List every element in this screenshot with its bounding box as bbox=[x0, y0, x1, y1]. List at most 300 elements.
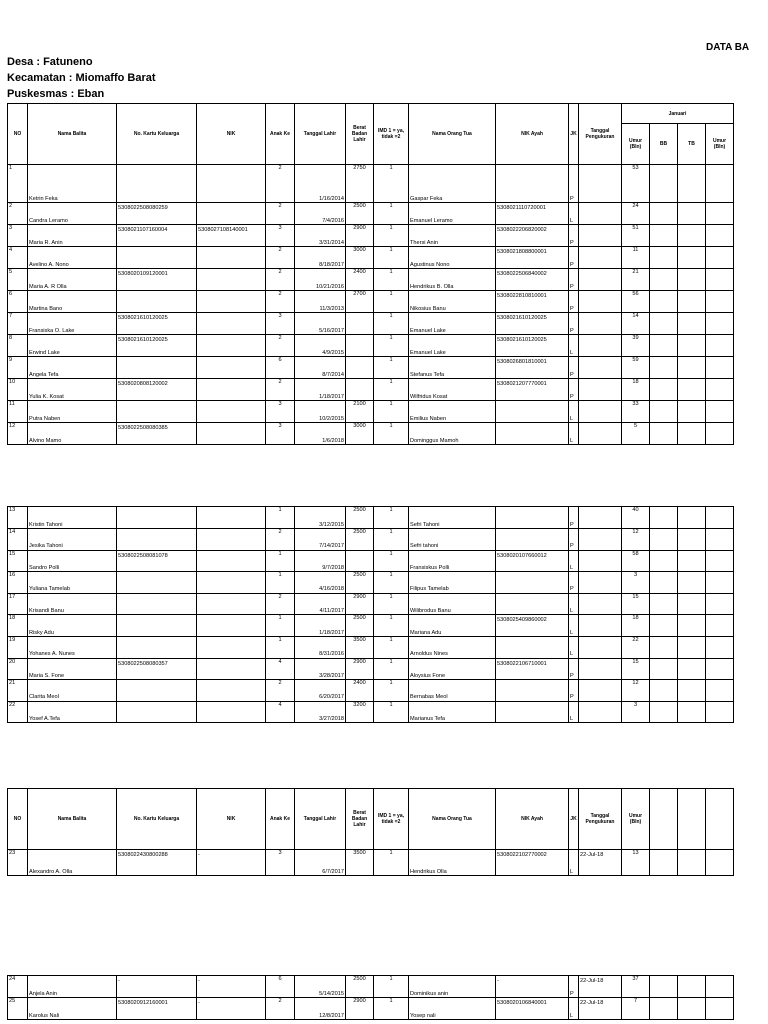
col-tgl-ukur: Tanggal Pengukuran bbox=[579, 104, 622, 165]
cell-row-no: 14 bbox=[8, 529, 28, 551]
cell-imd: 1 bbox=[374, 401, 409, 423]
cell-empty bbox=[650, 658, 678, 680]
cell-empty bbox=[650, 423, 678, 445]
table-row bbox=[8, 507, 734, 529]
cell-empty bbox=[678, 529, 706, 551]
cell-imd: 1 bbox=[374, 998, 409, 1020]
col-nama-balita: Nama Balita bbox=[28, 789, 117, 850]
cell-imd: 1 bbox=[374, 507, 409, 529]
cell-empty bbox=[650, 313, 678, 335]
cell-imd: 1 bbox=[374, 313, 409, 335]
table-row bbox=[8, 593, 734, 615]
cell-anak-ke: 2 bbox=[266, 291, 295, 313]
cell-tanggal-lahir: 1/18/2017 bbox=[295, 615, 346, 637]
cell-berat-badan: 3000 bbox=[346, 423, 374, 445]
cell-anak-ke: 2 bbox=[266, 165, 295, 203]
cell-empty bbox=[706, 550, 734, 572]
cell-jk: L bbox=[569, 850, 579, 876]
cell-empty bbox=[650, 998, 678, 1020]
cell-empty bbox=[706, 680, 734, 702]
cell-tanggal-lahir: 11/3/2013 bbox=[295, 291, 346, 313]
cell-berat-badan: 2500 bbox=[346, 976, 374, 998]
cell-nama-balita: Yohanes A. Nunes bbox=[28, 636, 117, 658]
cell-tanggal-pengukuran bbox=[579, 379, 622, 401]
cell-nama-ortu: Dominggus Mamoh bbox=[409, 423, 496, 445]
balita-table-4 bbox=[7, 975, 734, 1020]
col-tanggal-lahir: Tanggal Lahir bbox=[295, 104, 346, 165]
cell-nama-balita: Ketrin Feka bbox=[28, 165, 117, 203]
cell-nama-balita: Maria R. Anin bbox=[28, 225, 117, 247]
cell-empty bbox=[706, 529, 734, 551]
cell-tanggal-lahir: 3/28/2017 bbox=[295, 658, 346, 680]
cell-empty bbox=[650, 529, 678, 551]
cell-tanggal-pengukuran bbox=[579, 636, 622, 658]
cell-umur: 39 bbox=[622, 335, 650, 357]
cell-nik bbox=[197, 203, 266, 225]
cell-imd: 1 bbox=[374, 357, 409, 379]
kecamatan-label: Kecamatan : Miomaffo Barat bbox=[7, 72, 156, 84]
cell-empty bbox=[706, 313, 734, 335]
table-row bbox=[8, 379, 734, 401]
cell-no-kk bbox=[117, 680, 197, 702]
cell-nik bbox=[197, 269, 266, 291]
cell-tanggal-pengukuran bbox=[579, 291, 622, 313]
cell-anak-ke: 2 bbox=[266, 593, 295, 615]
cell-tanggal-pengukuran: 22-Jul-18 bbox=[579, 998, 622, 1020]
table-row bbox=[8, 357, 734, 379]
cell-anak-ke: 2 bbox=[266, 269, 295, 291]
cell-umur: 7 bbox=[622, 998, 650, 1020]
cell-nik bbox=[197, 636, 266, 658]
cell-berat-badan bbox=[346, 335, 374, 357]
cell-nik: - bbox=[197, 976, 266, 998]
cell-jk: P bbox=[569, 225, 579, 247]
cell-tanggal-pengukuran bbox=[579, 269, 622, 291]
cell-jk: P bbox=[569, 313, 579, 335]
cell-no-kk bbox=[117, 165, 197, 203]
cell-berat-badan: 2700 bbox=[346, 291, 374, 313]
table-row bbox=[8, 701, 734, 723]
cell-jk: P bbox=[569, 529, 579, 551]
cell-tanggal-lahir: 4/16/2018 bbox=[295, 572, 346, 594]
cell-empty bbox=[678, 357, 706, 379]
cell-empty bbox=[678, 550, 706, 572]
cell-nik bbox=[197, 379, 266, 401]
cell-empty bbox=[678, 335, 706, 357]
puskesmas-label: Puskesmas : Eban bbox=[7, 88, 105, 100]
cell-empty bbox=[678, 636, 706, 658]
cell-nama-ortu: Nikosius Banu bbox=[409, 291, 496, 313]
cell-umur: 15 bbox=[622, 658, 650, 680]
cell-berat-badan: 3500 bbox=[346, 850, 374, 876]
cell-nik bbox=[197, 357, 266, 379]
cell-nik bbox=[197, 701, 266, 723]
cell-nama-ortu: Wilibrodus Banu bbox=[409, 593, 496, 615]
cell-nama-balita: Kristin Tahoni bbox=[28, 507, 117, 529]
cell-nik-ayah: 5308022102770002 bbox=[496, 850, 569, 876]
cell-umur: 53 bbox=[622, 165, 650, 203]
cell-tanggal-lahir: 6/20/2017 bbox=[295, 680, 346, 702]
cell-nik bbox=[197, 335, 266, 357]
cell-empty bbox=[706, 615, 734, 637]
cell-nik-ayah: 5308022106710001 bbox=[496, 658, 569, 680]
cell-no-kk: 5308021610120025 bbox=[117, 335, 197, 357]
cell-imd: 1 bbox=[374, 203, 409, 225]
cell-empty bbox=[650, 507, 678, 529]
cell-no-kk: 5308020808120002 bbox=[117, 379, 197, 401]
cell-empty bbox=[650, 572, 678, 594]
cell-umur: 24 bbox=[622, 203, 650, 225]
col-berat-badan: Berat Badan Lahir bbox=[346, 789, 374, 850]
cell-nik-ayah: 5308022810810001 bbox=[496, 291, 569, 313]
cell-nama-balita: Alexandro A. Olla bbox=[28, 850, 117, 876]
cell-nama-balita: Alvino Mamo bbox=[28, 423, 117, 445]
cell-no-kk: 5308022508080259 bbox=[117, 203, 197, 225]
cell-row-no: 13 bbox=[8, 507, 28, 529]
cell-imd: 1 bbox=[374, 636, 409, 658]
cell-row-no: 9 bbox=[8, 357, 28, 379]
cell-empty bbox=[678, 247, 706, 269]
cell-tanggal-lahir: 8/7/2014 bbox=[295, 357, 346, 379]
cell-empty bbox=[706, 658, 734, 680]
table-row bbox=[8, 165, 734, 203]
cell-tanggal-pengukuran bbox=[579, 247, 622, 269]
cell-nik-ayah bbox=[496, 572, 569, 594]
cell-tanggal-lahir: 12/8/2017 bbox=[295, 998, 346, 1020]
cell-empty bbox=[706, 335, 734, 357]
cell-nama-balita: Yulia K. Kosat bbox=[28, 379, 117, 401]
cell-nama-balita: Yosef A.Tefa bbox=[28, 701, 117, 723]
cell-nama-balita: Risky Adu bbox=[28, 615, 117, 637]
cell-nik-ayah: 5308021808800001 bbox=[496, 247, 569, 269]
cell-anak-ke: 4 bbox=[266, 701, 295, 723]
cell-jk: L bbox=[569, 423, 579, 445]
cell-nama-ortu: Stefanus Tefa bbox=[409, 357, 496, 379]
cell-berat-badan: 2900 bbox=[346, 225, 374, 247]
table-row bbox=[8, 291, 734, 313]
cell-anak-ke: 4 bbox=[266, 658, 295, 680]
cell-tanggal-pengukuran bbox=[579, 203, 622, 225]
cell-berat-badan: 2500 bbox=[346, 572, 374, 594]
cell-no-kk bbox=[117, 529, 197, 551]
cell-berat-badan: 2900 bbox=[346, 998, 374, 1020]
cell-tanggal-lahir: 10/2/2015 bbox=[295, 401, 346, 423]
cell-anak-ke: 3 bbox=[266, 313, 295, 335]
cell-tanggal-lahir: 6/7/2017 bbox=[295, 850, 346, 876]
cell-empty bbox=[678, 423, 706, 445]
cell-nama-balita: Erwind Lake bbox=[28, 335, 117, 357]
cell-no-kk: 5308021107160004 bbox=[117, 225, 197, 247]
cell-nama-ortu: Bernabas Meol bbox=[409, 680, 496, 702]
cell-umur: 22 bbox=[622, 636, 650, 658]
col-jk: JK bbox=[569, 104, 579, 165]
cell-empty bbox=[650, 379, 678, 401]
cell-jk: L bbox=[569, 701, 579, 723]
cell-empty bbox=[650, 269, 678, 291]
cell-tanggal-pengukuran bbox=[579, 423, 622, 445]
cell-berat-badan: 3000 bbox=[346, 247, 374, 269]
cell-nik-ayah bbox=[496, 636, 569, 658]
cell-tanggal-pengukuran bbox=[579, 593, 622, 615]
cell-tanggal-pengukuran bbox=[579, 507, 622, 529]
cell-nama-balita: Anjela Anin bbox=[28, 976, 117, 998]
cell-nik: - bbox=[197, 850, 266, 876]
cell-no-kk: 5308022508080385 bbox=[117, 423, 197, 445]
cell-empty bbox=[678, 269, 706, 291]
cell-no-kk: 5308020109120001 bbox=[117, 269, 197, 291]
cell-nama-ortu: Arnoldus Nines bbox=[409, 636, 496, 658]
cell-nama-balita: Sandro Polli bbox=[28, 550, 117, 572]
col-nik-ayah: NIK Ayah bbox=[496, 104, 569, 165]
cell-umur: 59 bbox=[622, 357, 650, 379]
cell-umur: 21 bbox=[622, 269, 650, 291]
cell-anak-ke: 2 bbox=[266, 379, 295, 401]
cell-row-no: 8 bbox=[8, 335, 28, 357]
col-nama-ortu: Nama Orang Tua bbox=[409, 789, 496, 850]
cell-jk: P bbox=[569, 507, 579, 529]
cell-umur: 18 bbox=[622, 615, 650, 637]
cell-nama-balita: Maria A. R Olla bbox=[28, 269, 117, 291]
cell-jk: P bbox=[569, 572, 579, 594]
table-row bbox=[8, 423, 734, 445]
col-empty-3 bbox=[706, 789, 734, 850]
col-umur: Umur (Bln) bbox=[622, 124, 650, 165]
cell-nama-balita: Jesika Tahoni bbox=[28, 529, 117, 551]
cell-row-no: 22 bbox=[8, 701, 28, 723]
cell-empty bbox=[678, 507, 706, 529]
cell-tanggal-lahir: 10/21/2016 bbox=[295, 269, 346, 291]
cell-empty bbox=[650, 850, 678, 876]
cell-empty bbox=[678, 313, 706, 335]
cell-berat-badan: 2500 bbox=[346, 203, 374, 225]
cell-jk: L bbox=[569, 550, 579, 572]
cell-imd: 1 bbox=[374, 269, 409, 291]
table-row bbox=[8, 313, 734, 335]
cell-empty bbox=[650, 401, 678, 423]
cell-imd: 1 bbox=[374, 529, 409, 551]
cell-no-kk: 5308022508081078 bbox=[117, 550, 197, 572]
cell-empty bbox=[678, 203, 706, 225]
cell-row-no: 17 bbox=[8, 593, 28, 615]
col-anak-ke: Anak Ke bbox=[266, 104, 295, 165]
cell-no-kk: 5308021610120025 bbox=[117, 313, 197, 335]
cell-jk: L bbox=[569, 636, 579, 658]
cell-empty bbox=[706, 507, 734, 529]
cell-umur: 40 bbox=[622, 507, 650, 529]
cell-nik-ayah bbox=[496, 680, 569, 702]
cell-empty bbox=[678, 976, 706, 998]
cell-anak-ke: 1 bbox=[266, 636, 295, 658]
cell-nama-ortu: Emanuel Lake bbox=[409, 335, 496, 357]
cell-umur: 12 bbox=[622, 529, 650, 551]
col-tanggal-lahir: Tanggal Lahir bbox=[295, 789, 346, 850]
cell-jk: P bbox=[569, 357, 579, 379]
cell-nama-ortu: Aloysius Fone bbox=[409, 658, 496, 680]
cell-berat-badan: 3500 bbox=[346, 636, 374, 658]
col-anak-ke: Anak Ke bbox=[266, 789, 295, 850]
col-nik: NIK bbox=[197, 104, 266, 165]
col-nik-ayah: NIK Ayah bbox=[496, 789, 569, 850]
col-bb: BB bbox=[650, 124, 678, 165]
cell-nik-ayah bbox=[496, 701, 569, 723]
cell-nama-ortu: Hendrikus Olla bbox=[409, 850, 496, 876]
cell-row-no: 21 bbox=[8, 680, 28, 702]
cell-nik-ayah: 5308022506840002 bbox=[496, 269, 569, 291]
cell-empty bbox=[678, 615, 706, 637]
desa-label: Desa : Fatuneno bbox=[7, 56, 93, 68]
cell-empty bbox=[678, 850, 706, 876]
cell-no-kk bbox=[117, 572, 197, 594]
cell-tanggal-lahir: 4/9/2015 bbox=[295, 335, 346, 357]
cell-empty bbox=[650, 615, 678, 637]
table-row bbox=[8, 247, 734, 269]
cell-nik bbox=[197, 529, 266, 551]
cell-no-kk bbox=[117, 593, 197, 615]
col-empty-1 bbox=[650, 789, 678, 850]
cell-tanggal-lahir: 1/16/2014 bbox=[295, 165, 346, 203]
balita-table-1 bbox=[7, 103, 734, 445]
cell-empty bbox=[650, 203, 678, 225]
cell-nik bbox=[197, 313, 266, 335]
cell-nik bbox=[197, 401, 266, 423]
cell-jk: L bbox=[569, 998, 579, 1020]
col-imd: IMD 1 = ya, tidak =2 bbox=[374, 789, 409, 850]
table-row bbox=[8, 615, 734, 637]
cell-nama-balita: Krisandi Banu bbox=[28, 593, 117, 615]
balita-table-2 bbox=[7, 506, 734, 723]
cell-tanggal-lahir: 4/11/2017 bbox=[295, 593, 346, 615]
cell-nik bbox=[197, 247, 266, 269]
cell-tanggal-pengukuran bbox=[579, 701, 622, 723]
cell-nik-ayah: 5308020106840001 bbox=[496, 998, 569, 1020]
cell-nama-ortu: Marianus Tefa bbox=[409, 701, 496, 723]
cell-empty bbox=[678, 701, 706, 723]
cell-nik-ayah bbox=[496, 593, 569, 615]
cell-nik-ayah: - bbox=[496, 976, 569, 998]
cell-empty bbox=[650, 225, 678, 247]
cell-empty bbox=[650, 593, 678, 615]
cell-empty bbox=[706, 850, 734, 876]
cell-tanggal-lahir: 8/31/2016 bbox=[295, 636, 346, 658]
cell-berat-badan: 2500 bbox=[346, 529, 374, 551]
cell-umur: 3 bbox=[622, 572, 650, 594]
cell-jk: P bbox=[569, 379, 579, 401]
balita-table-3 bbox=[7, 788, 734, 876]
cell-no-kk: 5308022430800288 bbox=[117, 850, 197, 876]
col-umur: Umur (Bln) bbox=[622, 789, 650, 850]
cell-nik-ayah bbox=[496, 423, 569, 445]
cell-anak-ke: 2 bbox=[266, 998, 295, 1020]
cell-tanggal-pengukuran bbox=[579, 680, 622, 702]
cell-tanggal-pengukuran: 22-Jul-18 bbox=[579, 850, 622, 876]
cell-jk: P bbox=[569, 976, 579, 998]
cell-nama-ortu: Sefri Tahoni bbox=[409, 507, 496, 529]
cell-row-no: 12 bbox=[8, 423, 28, 445]
table-row bbox=[8, 658, 734, 680]
cell-empty bbox=[706, 593, 734, 615]
cell-no-kk: 5308022508080357 bbox=[117, 658, 197, 680]
col-empty-2 bbox=[678, 789, 706, 850]
cell-empty bbox=[650, 636, 678, 658]
cell-berat-badan: 2900 bbox=[346, 593, 374, 615]
cell-nik-ayah: 5308026801810001 bbox=[496, 357, 569, 379]
cell-empty bbox=[706, 247, 734, 269]
cell-nama-ortu: Emanuel Lake bbox=[409, 313, 496, 335]
table-row bbox=[8, 529, 734, 551]
cell-jk: L bbox=[569, 335, 579, 357]
cell-nik-ayah: 5308021207770001 bbox=[496, 379, 569, 401]
cell-empty bbox=[706, 423, 734, 445]
cell-nik bbox=[197, 507, 266, 529]
cell-imd: 1 bbox=[374, 976, 409, 998]
cell-empty bbox=[706, 165, 734, 203]
cell-jk: P bbox=[569, 291, 579, 313]
cell-nama-ortu: Agustinus Nono bbox=[409, 247, 496, 269]
cell-empty bbox=[706, 572, 734, 594]
cell-no-kk bbox=[117, 401, 197, 423]
cell-nik-ayah: 5308020107660012 bbox=[496, 550, 569, 572]
cell-imd: 1 bbox=[374, 658, 409, 680]
cell-jk: L bbox=[569, 203, 579, 225]
cell-berat-badan: 3200 bbox=[346, 701, 374, 723]
cell-jk: P bbox=[569, 658, 579, 680]
cell-nik-ayah: 5308021610120025 bbox=[496, 335, 569, 357]
cell-tanggal-pengukuran bbox=[579, 550, 622, 572]
cell-nik bbox=[197, 550, 266, 572]
cell-anak-ke: 6 bbox=[266, 357, 295, 379]
cell-row-no: 18 bbox=[8, 615, 28, 637]
cell-umur: 33 bbox=[622, 401, 650, 423]
cell-nama-balita: Candra Leramo bbox=[28, 203, 117, 225]
cell-empty bbox=[706, 291, 734, 313]
cell-row-no: 3 bbox=[8, 225, 28, 247]
cell-no-kk bbox=[117, 247, 197, 269]
cell-empty bbox=[650, 550, 678, 572]
col-jk: JK bbox=[569, 789, 579, 850]
cell-nama-ortu: Hendrikus B. Olla bbox=[409, 269, 496, 291]
cell-nama-ortu: Yosep nali bbox=[409, 998, 496, 1020]
cell-umur: 37 bbox=[622, 976, 650, 998]
cell-tanggal-pengukuran bbox=[579, 335, 622, 357]
cell-tanggal-lahir: 1/6/2018 bbox=[295, 423, 346, 445]
cell-berat-badan: 2100 bbox=[346, 401, 374, 423]
cell-anak-ke: 3 bbox=[266, 423, 295, 445]
cell-tanggal-lahir: 8/18/2017 bbox=[295, 247, 346, 269]
col-tgl-ukur: Tanggal Pengukuran bbox=[579, 789, 622, 850]
cell-no-kk bbox=[117, 291, 197, 313]
cell-nik bbox=[197, 572, 266, 594]
cell-empty bbox=[706, 357, 734, 379]
cell-empty bbox=[678, 680, 706, 702]
cell-anak-ke: 2 bbox=[266, 203, 295, 225]
cell-imd: 1 bbox=[374, 423, 409, 445]
cell-empty bbox=[678, 593, 706, 615]
cell-umur: 18 bbox=[622, 379, 650, 401]
cell-nik-ayah: 5308021610120025 bbox=[496, 313, 569, 335]
cell-empty bbox=[678, 401, 706, 423]
cell-no-kk bbox=[117, 357, 197, 379]
cell-row-no: 11 bbox=[8, 401, 28, 423]
cell-row-no: 20 bbox=[8, 658, 28, 680]
col-imd: IMD 1 = ya, tidak =2 bbox=[374, 104, 409, 165]
cell-empty bbox=[650, 291, 678, 313]
cell-umur: 58 bbox=[622, 550, 650, 572]
cell-tanggal-lahir: 7/14/2017 bbox=[295, 529, 346, 551]
cell-nama-balita: Avelino A. Nono bbox=[28, 247, 117, 269]
cell-umur: 51 bbox=[622, 225, 650, 247]
cell-anak-ke: 1 bbox=[266, 550, 295, 572]
cell-umur: 56 bbox=[622, 291, 650, 313]
